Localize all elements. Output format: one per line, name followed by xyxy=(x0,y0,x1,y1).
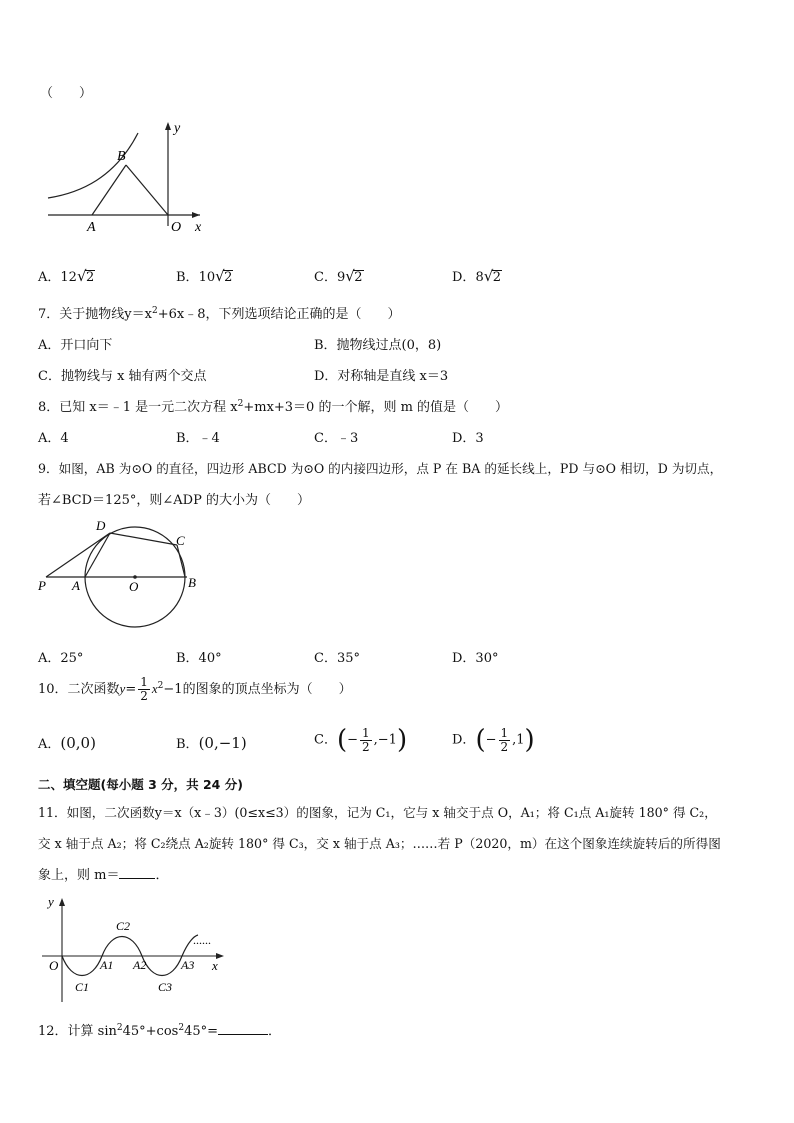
q7-option-d[interactable]: D．对称轴是直线 x＝3 xyxy=(314,369,449,384)
fig6-label-B: B xyxy=(117,149,126,164)
q8-option-d[interactable]: D．3 xyxy=(452,431,484,446)
q12-stem: 12．计算 $\sin^245^\circ+\cos^245^\circ=$ ． xyxy=(38,1023,282,1039)
q9-option-a[interactable]: A．25° xyxy=(38,651,84,666)
fig11-label-A1: A1 xyxy=(100,958,114,972)
question-6-answer-paren: （ ） xyxy=(40,86,93,101)
section-heading-fill-in: 二、填空题(每小题 3 分，共 24 分) xyxy=(38,777,243,792)
q7-option-a[interactable]: A．开口向下 xyxy=(38,338,113,353)
fig11-label-C3: C3 xyxy=(158,980,173,994)
q10-stem: 10．二次函数y= $\frac{1}{2}$ $x^2-1$的图象的顶点坐标为（ ） xyxy=(38,675,352,703)
fig11-label-y: y xyxy=(48,894,54,909)
q8-option-a[interactable]: A．4 xyxy=(38,431,69,446)
q11-stem-line1: 11．如图，二次函数y＝x（x﹣3）(0≤x≤3）的图象，记为 C₁，它与 x 轴交于点 O，A₁；将 C₁点 A₁旋转 180° 得 C₂， xyxy=(38,805,717,820)
q6-option-c[interactable]: C．9 √ 2 xyxy=(314,267,363,285)
q9-stem-line1: 9．如图，AB 为⊙O 的直径，四边形 ABCD 为⊙O 的内接四边形，点 P 在 BA 的延长线上，PD 与⊙O 相切，D 为切点， xyxy=(38,461,723,476)
q6-option-d[interactable]: D．8 √ 2 xyxy=(452,267,501,285)
fig11-label-C2: C2 xyxy=(116,919,131,933)
fig11-label-A3: A3 xyxy=(181,958,195,972)
fig11-label-C1: C1 xyxy=(75,980,90,994)
fig11-label-x: x xyxy=(212,958,218,973)
fig9-label-O: O xyxy=(129,579,139,594)
q7-option-c[interactable]: C．抛物线与 x 轴有两个交点 xyxy=(38,369,207,384)
q12-answer-blank[interactable] xyxy=(218,1034,268,1035)
q6-figure xyxy=(40,118,220,238)
q11-figure xyxy=(38,892,230,1004)
fig9-label-B: B xyxy=(188,575,196,590)
q6-option-a[interactable]: A．12 √ 2 xyxy=(38,267,95,285)
q10-option-d[interactable]: D．(− $\frac{1}{2}$ ,1) xyxy=(452,725,535,755)
q8-option-b[interactable]: B．﹣4 xyxy=(176,431,220,446)
q11-stem-line2: 交 x 轴于点 A₂；将 C₂绕点 A₂旋转 180° 得 C₃，交 x 轴于点 A₃；……若 P（2020，m）在这个图象连续旋转后的所得图 xyxy=(38,836,721,851)
q10-option-b[interactable]: B．(0,−1) xyxy=(176,734,247,752)
fig9-label-P: P xyxy=(38,578,46,593)
q11-answer-blank[interactable] xyxy=(119,878,155,879)
fig11-label-O: O xyxy=(49,958,59,973)
fig9-label-D: D xyxy=(96,518,106,533)
fig11-ellipsis: ...... xyxy=(193,933,211,947)
q7-option-b[interactable]: B．抛物线过点(0，8) xyxy=(314,338,442,353)
q10-option-c[interactable]: C．(− $\frac{1}{2}$ ,−1) xyxy=(314,725,408,755)
fig9-label-A: A xyxy=(72,578,80,593)
q9-figure xyxy=(34,515,209,630)
q9-stem-line2: 若∠BCD＝125°，则∠ADP 的大小为（ ） xyxy=(38,493,310,508)
fig11-label-A2: A2 xyxy=(133,958,147,972)
q9-option-b[interactable]: B．40° xyxy=(176,651,222,666)
fig6-label-A: A xyxy=(87,220,96,235)
q11-stem-line3: 象上，则 m＝ ． xyxy=(38,868,169,883)
q6-option-b[interactable]: B．10 √ 2 xyxy=(176,267,233,285)
fig6-label-y: y xyxy=(174,121,181,136)
q7-stem: 7．关于抛物线$y=x^2+6x﹣8$，下列选项结论正确的是（ ） xyxy=(38,306,401,322)
q10-option-a[interactable]: A．(0,0) xyxy=(38,734,96,752)
q9-option-d[interactable]: D．30° xyxy=(452,651,499,666)
fig9-label-C: C xyxy=(176,533,185,548)
q8-stem: 8．已知 x＝﹣1 是一元二次方程 $x^2+mx+3=0$ 的一个解，则 m 的值是（ ） xyxy=(38,399,509,415)
q9-option-c[interactable]: C．35° xyxy=(314,651,360,666)
fig6-label-O: O xyxy=(171,220,182,235)
q8-option-c[interactable]: C．﹣3 xyxy=(314,431,359,446)
fig6-label-x: x xyxy=(195,220,202,235)
